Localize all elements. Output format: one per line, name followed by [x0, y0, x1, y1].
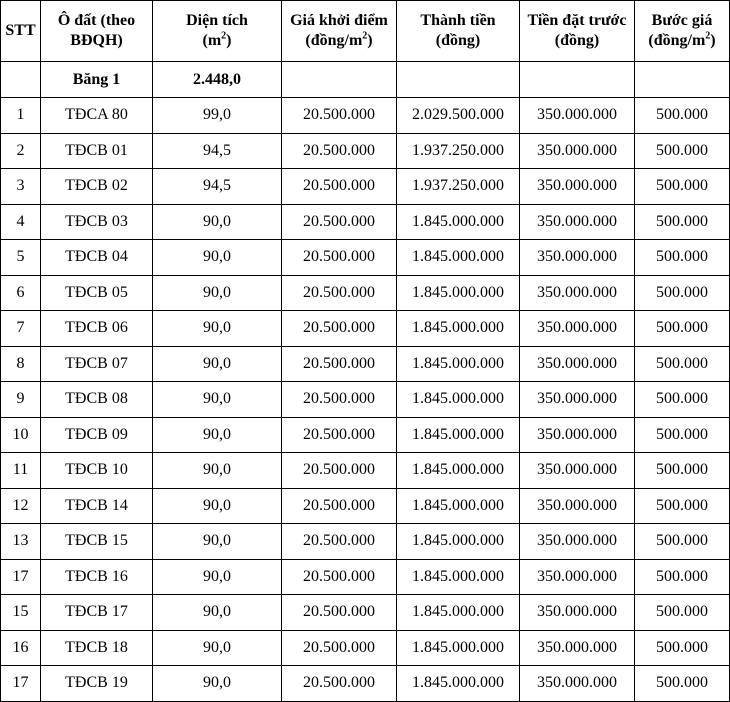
- cell-area: 90,0: [153, 311, 282, 347]
- cell-start-price: 20.500.000: [282, 666, 397, 702]
- table-row: [1, 524, 730, 560]
- cell-deposit: 350.000.000: [520, 346, 635, 382]
- cell-total: 1.845.000.000: [397, 346, 520, 382]
- cell-lot: TĐCB 16: [41, 559, 153, 595]
- cell-total: 1.845.000.000: [397, 488, 520, 524]
- cell-deposit: 350.000.000: [520, 453, 635, 489]
- cell-area: 90,0: [153, 382, 282, 418]
- cell-price-step: 500.000: [635, 595, 730, 631]
- header-area: Diện tích $(m^2)$: [153, 1, 282, 62]
- group-empty-cell: [635, 62, 730, 98]
- cell-price-step: 500.000: [635, 240, 730, 276]
- cell-price-step: 500.000: [635, 488, 730, 524]
- cell-start-price: 20.500.000: [282, 98, 397, 134]
- cell-start-price: 20.500.000: [282, 240, 397, 276]
- cell-lot: TĐCB 19: [41, 666, 153, 702]
- cell-area: 90,0: [153, 453, 282, 489]
- cell-total: 1.845.000.000: [397, 666, 520, 702]
- cell-start-price: 20.500.000: [282, 382, 397, 418]
- cell-price-step: 500.000: [635, 559, 730, 595]
- cell-total: 1.845.000.000: [397, 240, 520, 276]
- cell-stt: 9: [1, 382, 41, 418]
- cell-area: 90,0: [153, 666, 282, 702]
- table-row: [1, 630, 730, 666]
- cell-deposit: 350.000.000: [520, 666, 635, 702]
- group-stt-cell: [1, 62, 41, 98]
- header-deposit: Tiền đặt trước (đồng): [520, 1, 635, 62]
- cell-lot: TĐCB 04: [41, 240, 153, 276]
- cell-area: 90,0: [153, 204, 282, 240]
- table-row: [1, 98, 730, 134]
- cell-price-step: 500.000: [635, 666, 730, 702]
- header-total: Thành tiền (đồng): [397, 1, 520, 62]
- cell-lot: TĐCB 15: [41, 524, 153, 560]
- cell-stt: 16: [1, 630, 41, 666]
- cell-deposit: 350.000.000: [520, 240, 635, 276]
- cell-start-price: 20.500.000: [282, 488, 397, 524]
- cell-stt: 8: [1, 346, 41, 382]
- cell-area: 90,0: [153, 346, 282, 382]
- cell-stt: 7: [1, 311, 41, 347]
- table-row: [1, 453, 730, 489]
- table-row: [1, 559, 730, 595]
- cell-total: 2.029.500.000: [397, 98, 520, 134]
- cell-start-price: 20.500.000: [282, 559, 397, 595]
- table-row: [1, 133, 730, 169]
- cell-total: 1.845.000.000: [397, 559, 520, 595]
- cell-start-price: 20.500.000: [282, 630, 397, 666]
- cell-lot: TĐCB 05: [41, 275, 153, 311]
- cell-start-price: 20.500.000: [282, 275, 397, 311]
- cell-price-step: 500.000: [635, 169, 730, 205]
- cell-deposit: 350.000.000: [520, 417, 635, 453]
- table-row: [1, 204, 730, 240]
- cell-deposit: 350.000.000: [520, 488, 635, 524]
- header-stt: STT: [1, 1, 41, 62]
- cell-stt: 12: [1, 488, 41, 524]
- cell-start-price: 20.500.000: [282, 453, 397, 489]
- cell-deposit: 350.000.000: [520, 133, 635, 169]
- table-row: [1, 346, 730, 382]
- cell-stt: 13: [1, 524, 41, 560]
- cell-deposit: 350.000.000: [520, 595, 635, 631]
- cell-deposit: 350.000.000: [520, 382, 635, 418]
- group-area: 2.448,0: [153, 62, 282, 98]
- cell-price-step: 500.000: [635, 311, 730, 347]
- cell-price-step: 500.000: [635, 204, 730, 240]
- cell-price-step: 500.000: [635, 275, 730, 311]
- cell-stt: 5: [1, 240, 41, 276]
- cell-stt: 17: [1, 666, 41, 702]
- cell-start-price: 20.500.000: [282, 524, 397, 560]
- cell-area: 90,0: [153, 417, 282, 453]
- cell-lot: TĐCB 01: [41, 133, 153, 169]
- cell-stt: 11: [1, 453, 41, 489]
- header-row: [1, 1, 730, 62]
- table-row: [1, 417, 730, 453]
- cell-stt: 3: [1, 169, 41, 205]
- table-row: [1, 488, 730, 524]
- cell-total: 1.845.000.000: [397, 524, 520, 560]
- cell-total: 1.937.250.000: [397, 169, 520, 205]
- cell-stt: 4: [1, 204, 41, 240]
- table-row: [1, 311, 730, 347]
- cell-lot: TĐCB 14: [41, 488, 153, 524]
- header-lot: Ô đất (theo BĐQH): [41, 1, 153, 62]
- cell-stt: 1: [1, 98, 41, 134]
- cell-area: 94,5: [153, 133, 282, 169]
- cell-area: 90,0: [153, 559, 282, 595]
- cell-stt: 6: [1, 275, 41, 311]
- cell-lot: TĐCB 07: [41, 346, 153, 382]
- cell-deposit: 350.000.000: [520, 204, 635, 240]
- cell-deposit: 350.000.000: [520, 630, 635, 666]
- cell-start-price: 20.500.000: [282, 346, 397, 382]
- cell-lot: TĐCB 02: [41, 169, 153, 205]
- cell-lot: TĐCB 10: [41, 453, 153, 489]
- cell-total: 1.845.000.000: [397, 382, 520, 418]
- cell-start-price: 20.500.000: [282, 204, 397, 240]
- cell-start-price: 20.500.000: [282, 169, 397, 205]
- group-empty-cell: [282, 62, 397, 98]
- group-row: [1, 62, 730, 98]
- cell-stt: 15: [1, 595, 41, 631]
- cell-price-step: 500.000: [635, 417, 730, 453]
- cell-total: 1.845.000.000: [397, 453, 520, 489]
- cell-area: 90,0: [153, 275, 282, 311]
- cell-deposit: 350.000.000: [520, 311, 635, 347]
- cell-price-step: 500.000: [635, 524, 730, 560]
- cell-price-step: 500.000: [635, 630, 730, 666]
- cell-lot: TĐCB 09: [41, 417, 153, 453]
- header-price-step: Bước giá $(đồng/m^2)$: [635, 1, 730, 62]
- cell-start-price: 20.500.000: [282, 417, 397, 453]
- cell-lot: TĐCB 17: [41, 595, 153, 631]
- cell-deposit: 350.000.000: [520, 169, 635, 205]
- cell-total: 1.845.000.000: [397, 311, 520, 347]
- cell-stt: 2: [1, 133, 41, 169]
- group-empty-cell: [520, 62, 635, 98]
- cell-area: 90,0: [153, 488, 282, 524]
- cell-deposit: 350.000.000: [520, 98, 635, 134]
- cell-total: 1.845.000.000: [397, 275, 520, 311]
- cell-total: 1.845.000.000: [397, 417, 520, 453]
- cell-area: 90,0: [153, 240, 282, 276]
- table-row: [1, 169, 730, 205]
- cell-lot: TĐCB 08: [41, 382, 153, 418]
- cell-price-step: 500.000: [635, 98, 730, 134]
- cell-deposit: 350.000.000: [520, 559, 635, 595]
- table-row: [1, 382, 730, 418]
- cell-lot: TĐCB 03: [41, 204, 153, 240]
- cell-total: 1.845.000.000: [397, 630, 520, 666]
- cell-area: 90,0: [153, 595, 282, 631]
- cell-price-step: 500.000: [635, 133, 730, 169]
- cell-total: 1.937.250.000: [397, 133, 520, 169]
- cell-area: 90,0: [153, 630, 282, 666]
- cell-lot: TĐCB 18: [41, 630, 153, 666]
- cell-start-price: 20.500.000: [282, 595, 397, 631]
- table-row: [1, 595, 730, 631]
- cell-deposit: 350.000.000: [520, 275, 635, 311]
- cell-deposit: 350.000.000: [520, 524, 635, 560]
- cell-start-price: 20.500.000: [282, 311, 397, 347]
- header-start-price: Giá khởi điểm $(đồng/m^2)$: [282, 1, 397, 62]
- cell-price-step: 500.000: [635, 382, 730, 418]
- cell-stt: 10: [1, 417, 41, 453]
- cell-total: 1.845.000.000: [397, 595, 520, 631]
- table-row: [1, 275, 730, 311]
- cell-start-price: 20.500.000: [282, 133, 397, 169]
- group-empty-cell: [397, 62, 520, 98]
- cell-stt: 17: [1, 559, 41, 595]
- table-row: [1, 666, 730, 702]
- group-name: Băng 1: [41, 62, 153, 98]
- cell-lot: TĐCB 06: [41, 311, 153, 347]
- cell-price-step: 500.000: [635, 453, 730, 489]
- cell-area: 94,5: [153, 169, 282, 205]
- cell-price-step: 500.000: [635, 346, 730, 382]
- table-row: [1, 240, 730, 276]
- cell-total: 1.845.000.000: [397, 204, 520, 240]
- cell-area: 90,0: [153, 524, 282, 560]
- cell-lot: TĐCA 80: [41, 98, 153, 134]
- cell-area: 99,0: [153, 98, 282, 134]
